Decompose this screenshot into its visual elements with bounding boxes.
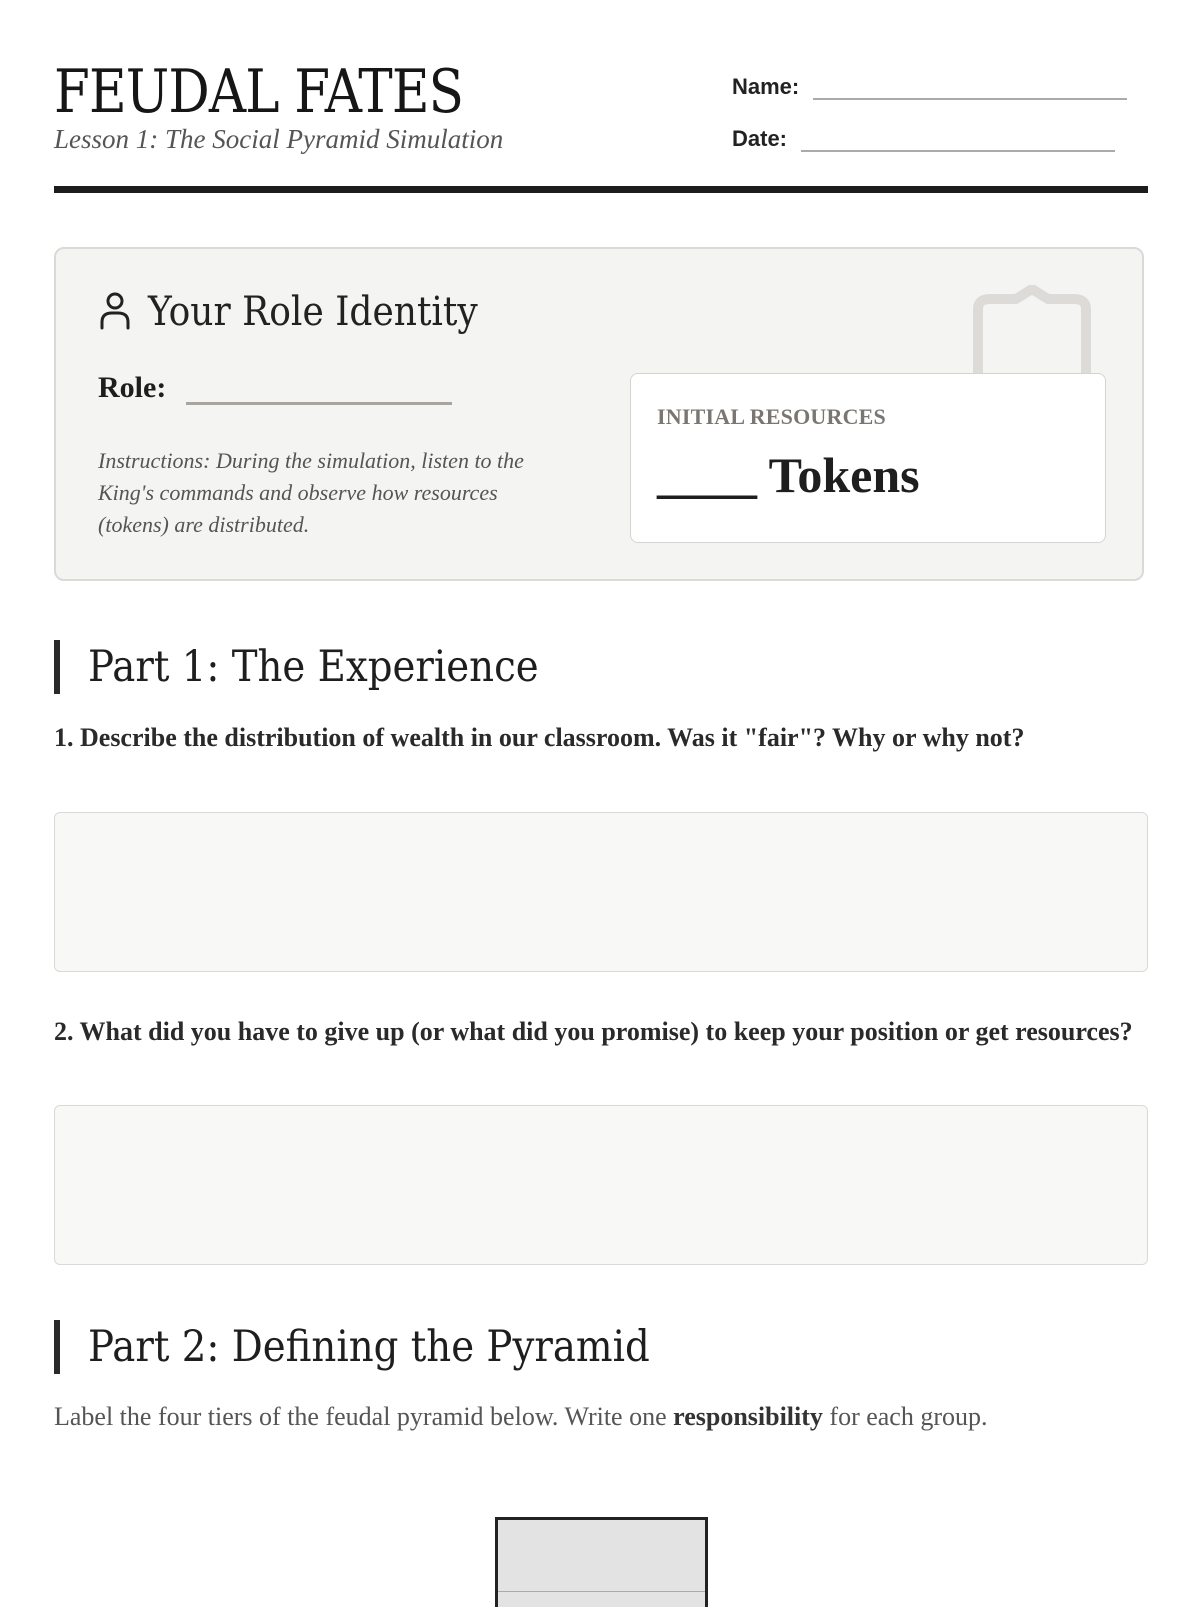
tier-divider — [498, 1591, 705, 1592]
question-1: 1. Describe the distribution of wealth in our classroom. Was it "fair"? Why or why not? — [54, 723, 1025, 752]
person-icon — [98, 290, 132, 335]
worksheet-page — [54, 0, 1148, 1600]
question-2: 2. What did you have to give up (or what did you promise) to keep your position or get resources? — [54, 1017, 1133, 1046]
tokens-value[interactable]: ____ Tokens — [657, 447, 920, 503]
role-input-line[interactable] — [186, 382, 452, 405]
date-field — [732, 124, 1115, 152]
section-accent-bar — [54, 1320, 60, 1374]
part1-header — [54, 640, 589, 694]
initial-resources-label: INITIAL RESOURCES — [657, 404, 886, 429]
worksheet-title: FEUDAL FATES — [54, 57, 464, 127]
header-divider — [54, 186, 1148, 193]
answer-box-1[interactable] — [54, 812, 1148, 972]
part1-heading: Part 1: The Experience — [88, 642, 539, 692]
date-label: Date: — [732, 126, 788, 151]
role-label: Role: — [98, 371, 167, 404]
initial-resources-box — [630, 373, 1106, 543]
simulation-instructions: Instructions: During the simulation, listen to the King's commands and observe how resources (tokens) are distributed. — [98, 448, 524, 537]
instructions-text: Label the four tiers of the feudal pyramid below. Write one — [54, 1402, 674, 1431]
name-label: Name: — [732, 74, 800, 99]
pyramid-top-tier[interactable] — [495, 1517, 708, 1607]
instructions-text-end: for each group. — [822, 1402, 988, 1431]
role-field — [98, 371, 452, 405]
section-accent-bar — [54, 640, 60, 694]
role-card-header — [98, 289, 514, 335]
answer-box-2[interactable] — [54, 1105, 1148, 1265]
date-input-line[interactable] — [801, 124, 1115, 152]
pyramid-instructions — [54, 1402, 988, 1432]
role-identity-card — [54, 247, 1144, 581]
part2-heading: Part 2: Defining the Pyramid — [88, 1322, 650, 1372]
name-input-line[interactable] — [813, 72, 1127, 100]
part2-header — [54, 1320, 712, 1374]
role-card-heading: Your Role Identity — [148, 289, 478, 335]
name-field — [732, 72, 1127, 100]
worksheet-subtitle: Lesson 1: The Social Pyramid Simulation — [54, 124, 504, 154]
instructions-emphasis: responsibility — [673, 1402, 823, 1431]
